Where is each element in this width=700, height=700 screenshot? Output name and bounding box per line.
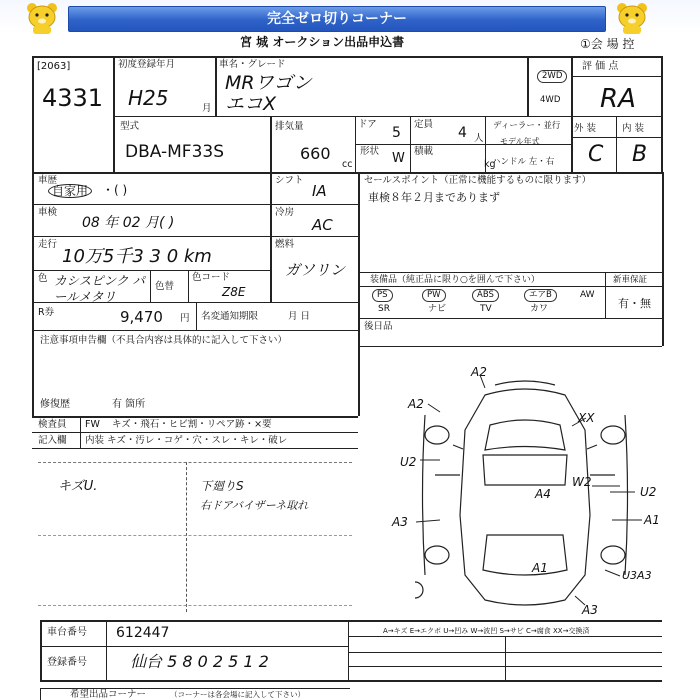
drive-2wd: 2WD bbox=[537, 70, 567, 83]
equip-navi: ナビ bbox=[428, 304, 447, 314]
kg-unit: kg bbox=[484, 159, 496, 170]
yen-unit: 円 bbox=[180, 313, 190, 324]
entry-label: 記入欄 bbox=[38, 435, 67, 446]
history-value: 自家用 bbox=[48, 184, 92, 198]
fuel-label: 燃料 bbox=[275, 239, 295, 250]
history-paren: ・( ) bbox=[102, 183, 128, 197]
mark-left-a3: A3 bbox=[392, 515, 408, 529]
sales-point-label: セールスポイント（正常に機能するものに限ります） bbox=[364, 175, 592, 186]
equip-abs: ABS bbox=[472, 289, 499, 302]
equip-kawa: カワ bbox=[530, 304, 549, 314]
banner-title: 完全ゼロ切りコーナー bbox=[68, 6, 606, 32]
aircon-label: 冷房 bbox=[275, 207, 295, 218]
repaint-label: 色替 bbox=[155, 281, 175, 292]
inspection-label: 車検 bbox=[38, 207, 58, 218]
displacement-value: 660 bbox=[300, 144, 331, 163]
repair-value: 有 箇所 bbox=[112, 399, 146, 410]
load-label: 積載 bbox=[414, 146, 434, 157]
damage-pointer-lines bbox=[380, 360, 680, 620]
doors-value: 5 bbox=[392, 125, 401, 141]
car-name: MRワゴン bbox=[225, 72, 312, 94]
shift-label: シフト bbox=[275, 175, 304, 186]
model-label: 型式 bbox=[120, 121, 140, 132]
color-label: 色 bbox=[38, 273, 48, 284]
doc-deadline-label: 名変通知期限 bbox=[201, 311, 259, 322]
mileage-label: 走行 bbox=[38, 239, 58, 250]
lot-number: 4331 bbox=[42, 84, 104, 112]
chassis-label: 車台番号 bbox=[47, 627, 87, 638]
mark-rear-a3: A3 bbox=[582, 603, 598, 617]
aircon-value: AC bbox=[312, 216, 333, 234]
dealer-label: ディーラー・並行 bbox=[493, 121, 561, 131]
exterior-grade: C bbox=[588, 142, 604, 167]
history-label: 車歴 bbox=[38, 175, 58, 186]
month-unit: 月 bbox=[202, 103, 212, 114]
color-code-value: Z8E bbox=[222, 285, 246, 299]
mark-right-u2: U2 bbox=[640, 485, 657, 499]
mark-a4: A4 bbox=[535, 487, 551, 501]
score-value: RA bbox=[600, 84, 636, 114]
car-name-label: 車名・グレード bbox=[219, 59, 286, 70]
mark-w2: W2 bbox=[572, 475, 592, 489]
exterior-label: 外 装 bbox=[574, 123, 597, 134]
recycle-value: 9,470 bbox=[120, 308, 163, 326]
bear-mascot-left-icon bbox=[22, 2, 62, 34]
equip-tv: TV bbox=[480, 304, 492, 314]
note-door-visor: 右ドアバイザーネ取れ bbox=[200, 499, 309, 512]
mark-front-a2: A2 bbox=[471, 365, 487, 379]
hope-corner-label: 希望出品コーナー bbox=[70, 689, 147, 700]
mark-right-a1: A1 bbox=[644, 513, 660, 527]
diagram-legend: A→キズ E→エクボ U→凹み W→波凹 S→サビ C→腐食 XX→交換済 bbox=[383, 627, 590, 635]
handle-label: ハンドル 左・右 bbox=[492, 157, 555, 167]
hope-corner-note: （コーナーは各会場に記入して下さい） bbox=[170, 690, 305, 699]
bear-mascot-right-icon bbox=[612, 2, 652, 34]
form-title: 宮 城 オークション出品申込書 bbox=[240, 35, 405, 49]
mark-xx: XX bbox=[578, 411, 595, 425]
model-value: DBA-MF33S bbox=[125, 142, 225, 162]
notes-label: 注意事項申告欄（不具合内容は具体的に記入して下さい） bbox=[40, 335, 288, 346]
new-warranty-value: 有・無 bbox=[618, 297, 651, 310]
venue-copy-label: ①会 場 控 bbox=[580, 37, 635, 51]
repair-label: 修復歴 bbox=[40, 399, 70, 410]
plate-label: 登録番号 bbox=[47, 657, 87, 668]
shape-label: 形状 bbox=[360, 146, 380, 157]
inspector-fw: FW bbox=[85, 419, 100, 430]
color-code-label: 色コード bbox=[192, 272, 231, 283]
equip-airbag: エアB bbox=[524, 289, 557, 302]
inspection-value: 08 年 02 月( ) bbox=[82, 215, 175, 231]
equipment-label: 装備品（純正品に限り○を囲んで下さい） bbox=[370, 275, 540, 285]
equip-ps: PS bbox=[372, 289, 393, 302]
first-reg-label: 初度登録年月 bbox=[118, 59, 176, 70]
doc-deadline-value: 月 日 bbox=[288, 311, 311, 322]
first-reg-value: H25 bbox=[128, 86, 169, 110]
color-value: カシスピンク パールメタリ bbox=[54, 273, 145, 304]
displacement-label: 排気量 bbox=[275, 121, 304, 132]
equip-pw: PW bbox=[422, 289, 446, 302]
mark-rear-a1: A1 bbox=[532, 561, 548, 575]
new-warranty-label: 新車保証 bbox=[613, 275, 648, 285]
sales-point-text: 車検８年２月までありまず bbox=[368, 191, 500, 204]
recycle-label: R券 bbox=[38, 307, 55, 318]
mark-left-u2: U2 bbox=[400, 455, 417, 469]
capacity-label: 定員 bbox=[414, 119, 434, 130]
capacity-value: 4 bbox=[458, 125, 467, 141]
rear-seat-label: 後日品 bbox=[364, 321, 393, 332]
shape-value: W bbox=[392, 151, 405, 166]
interior-label: 内 装 bbox=[622, 123, 645, 134]
inspector-label: 検査員 bbox=[38, 419, 67, 430]
equip-aw: AW bbox=[580, 290, 595, 300]
note-scratch: キズU. bbox=[58, 479, 98, 494]
mileage-value: 10万5千3 3 0 km bbox=[62, 246, 212, 267]
doors-label: ドア bbox=[358, 119, 377, 130]
shift-value: IA bbox=[312, 182, 327, 200]
drive-4wd: 4WD bbox=[540, 95, 561, 105]
chassis-value: 612447 bbox=[116, 625, 170, 641]
cc-unit: cc bbox=[342, 159, 353, 170]
model-year-label: モデル年式 bbox=[500, 137, 540, 146]
fuel-value: ガソリン bbox=[285, 261, 346, 279]
lot-code: [2063] bbox=[37, 61, 71, 72]
interior-grade: B bbox=[632, 142, 648, 167]
grade: エコX bbox=[225, 93, 277, 115]
entry-items: 内装 キズ・汚レ・コゲ・穴・スレ・キレ・破レ bbox=[85, 435, 288, 446]
mark-left-a2: A2 bbox=[408, 397, 424, 411]
score-label: 評 価 点 bbox=[582, 61, 619, 72]
note-underbody: 下廻りS bbox=[200, 479, 244, 493]
capacity-unit: 人 bbox=[474, 133, 484, 144]
inspector-items: キズ・飛石・ヒビ割・リペア跡・×要 bbox=[112, 419, 272, 430]
equip-sr: SR bbox=[378, 304, 390, 314]
banner bbox=[0, 0, 700, 34]
plate-value: 仙台 5 8 0 2 5 1 2 bbox=[130, 652, 269, 671]
mark-u3a3: U3A3 bbox=[622, 569, 652, 582]
